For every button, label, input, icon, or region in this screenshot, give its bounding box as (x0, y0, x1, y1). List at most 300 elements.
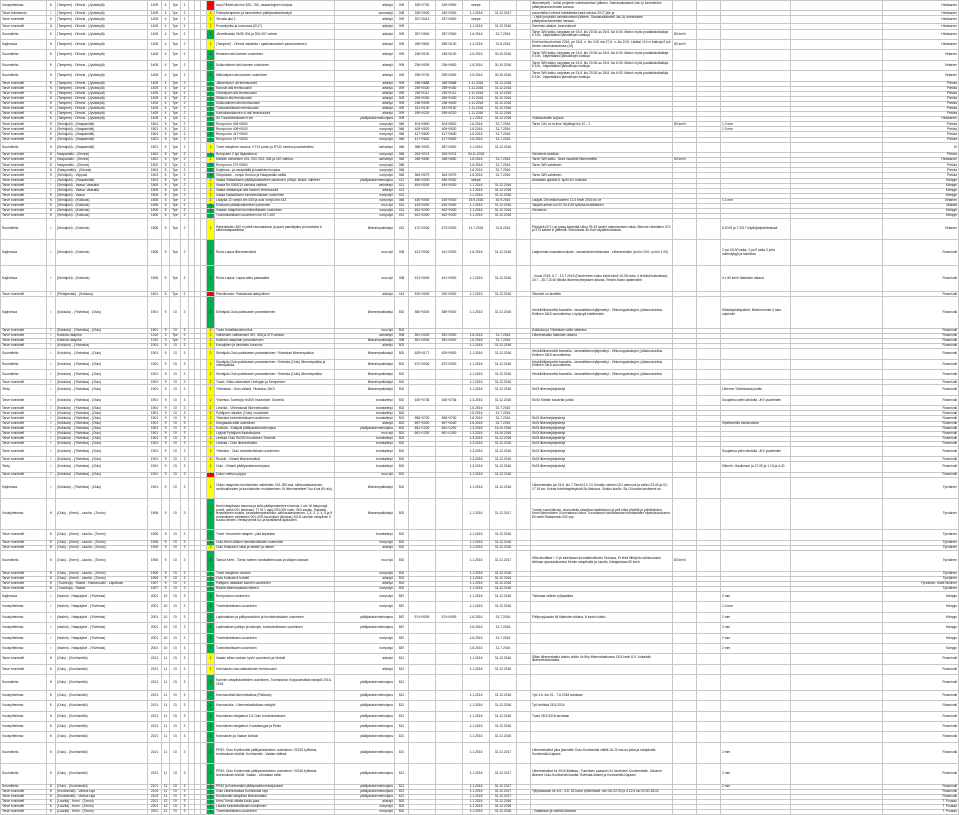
cell-f: Ol (170, 794, 181, 799)
cell-n: 587 (395, 602, 409, 612)
cell-v (697, 498, 721, 529)
cell-t: Liikennekatko tilateiden aikana (531, 333, 673, 338)
table-row (1, 721, 959, 731)
cell-c: (Laurila) - Kemi - (Tornio) (56, 799, 148, 804)
cell-d: 2101 (148, 690, 162, 700)
cell-t: Lisäykt 10h leikkihuoteen 13.4 km/h 2016 ks 0e (531, 198, 673, 203)
cell-l: Kemi ratapihaan tasonsa ja siitä pääliysrakenteen kamua 1 ole 16 kaupungit purell, vaihs 001 lahetaan, T7 Kt 1 ajaa 003-005 nuen, 064 sisuttu. Rataista teraviisiteen suistta, turvalaiteetyteanhilla, sähkoratasaneuen, 1,5, 2, 3, 4, 5 ja 9 tunnisteiden vaihteiden 001-005 muutokset (kiiratus) 2016 Laurilan ratapihan 3 kuuluu teiden. Herkkyvymia tuo ja tavallisesti ajatuuden. (215, 498, 335, 529)
cell-l: Sulkuvalimen alsi kannen uusiminen (215, 60, 335, 70)
cell-l: Oulu Liikenneaikaa Kontiomäki raja (215, 789, 335, 794)
cell-r: 31.12.2016 (490, 297, 517, 328)
cell-x (791, 60, 883, 70)
cell-l: Rumpu km 272+0850 (215, 163, 335, 168)
cell-e: 9 (162, 426, 170, 431)
cell-a: Tarve tunnisteit (1, 789, 47, 794)
cell-e: 5 (162, 168, 170, 173)
cell-a: Tarve tunnisteit (1, 530, 47, 540)
cell-x (791, 385, 883, 395)
cell-t: - Vuosi 2015: 6.7 - 19.7.2015 (Harvinneen koiko sekä toimii 16-06 mais- il tehdisä katumissa) 20.7 - 26.7.2015 tilitolla liikenneyhteyksien aikana, Reseri-Kaino ajateiimille. (531, 266, 673, 292)
cell-o: 388+0000 (409, 142, 436, 152)
cell-c: (Oulu) - (Kontiomäki) (56, 742, 148, 763)
cell-c: (Oulu) - (Kontiomäki) (56, 784, 148, 789)
cell-f: Ol (170, 789, 181, 794)
cell-n: 521 (395, 664, 409, 674)
cell-a: Suunniteltu (1, 60, 47, 70)
cell-t: - Liekki projektin valmistumisen jälkeen. Samanaikaisesti Jak.Jy tunneleiden pläälystrancentelden kanssa (531, 16, 673, 24)
cell-d: 1405 (148, 81, 162, 86)
cell-d: 1405 (148, 86, 162, 91)
cell-l: Kannusvirta - Liikennekatkoilaan ratatyöt (215, 701, 335, 711)
cell-g: 2 (181, 60, 189, 70)
cell-y: Rosenvall (883, 675, 959, 691)
cell-b: I (47, 592, 56, 602)
cell-c: (Kokkola) - (Ylivieska) - (Oulu) (56, 416, 148, 421)
cell-r: 31.12.2017 (490, 11, 517, 16)
cell-p: 248+0100 (436, 50, 463, 60)
priority-cell: 2 (207, 416, 215, 421)
table-row (1, 654, 959, 664)
cell-e: 5 (162, 142, 170, 152)
cell-e: 5 (162, 203, 170, 208)
cell-m: aitariyö (335, 24, 395, 29)
table-row (1, 71, 959, 81)
cell-q: 1.1.2016 (463, 209, 490, 214)
cell-p (436, 462, 463, 472)
cell-q: 1.1.2016 (463, 530, 490, 540)
cell-m: aitariyö (335, 81, 395, 86)
cell-y: Rosenvall (883, 339, 959, 344)
cell-c: (Oulu) - (Kemi) - Laurila - (Tornio) (56, 576, 148, 581)
cell-f: Ol (170, 592, 181, 602)
cell-b: K (47, 29, 56, 39)
cell-e: 11 (162, 701, 170, 711)
cell-y: Rosenvall (883, 462, 959, 472)
cell-r: 31.12.2016 (490, 436, 517, 441)
cell-t: SkOl liikennejärjestelyt (531, 457, 673, 462)
cell-y: Kämppi (883, 633, 959, 643)
cell-t: Yksitasoiselle korjaus (531, 117, 673, 122)
cell-d: 1601 (148, 292, 162, 297)
cell-s (517, 462, 531, 472)
cell-s (517, 50, 531, 60)
cell-l: Rumpu km 417+0600 (215, 132, 335, 137)
cell-y: T. Pousau (883, 804, 959, 809)
cell-q: 1.1.2016 (463, 794, 490, 799)
cell-a: Tarve tunnisteit (1, 472, 47, 477)
cell-q: 1.1.2016 (463, 664, 490, 674)
cell-t: Emit tuelta priorimio 2016. pe 26.8. n. klo 2:00 ma 27.6. n. klo 2:00. Lisäksi 10 h:n katkoja 6 työ ärmen ratomuutasiossa (10) (531, 39, 673, 49)
cell-f: Tpe (170, 142, 181, 152)
cell-e: 4 (162, 1, 170, 11)
cell-g: 2 (181, 333, 189, 338)
cell-g: 2 (181, 209, 189, 214)
cell-q: 1.11.2016 (463, 112, 490, 117)
cell-a: Tarve tunnisteit (1, 794, 47, 799)
cell-e: 10 (162, 623, 170, 633)
cell-w: 1.0 mm (721, 127, 791, 132)
cell-f: Tpe (170, 240, 181, 266)
cell-e: 4 (162, 91, 170, 96)
cell-c: (Kokkola) - (Ylivieska) - (Oulu) (56, 457, 148, 462)
cell-y: Rosenvall (883, 380, 959, 385)
cell-t: Kokkolan ja Ylivieskan valiin rakentuu (531, 328, 673, 333)
cell-b: I (47, 472, 56, 477)
cell-f: Ol (170, 406, 181, 411)
cell-m: vaihdetyö (335, 142, 395, 152)
cell-q: 1.1.2016 (463, 789, 490, 794)
cell-c: (Kokkola) - (Ylivieska) - (Oulu) (56, 369, 148, 379)
cell-c: (Pihlajamäki) - (Kokkola) (56, 292, 148, 297)
cell-a: Tarve tunnisteit (1, 86, 47, 91)
cell-b: K (47, 576, 56, 581)
cell-y: Rosenvall (883, 457, 959, 462)
cell-w (721, 675, 791, 691)
cell-m: aitariyö (335, 91, 395, 96)
cell-c: (Seinäjoki) - (Haapamäki) (56, 127, 148, 132)
cell-a: Suunniteltu (1, 50, 47, 60)
cell-d: 1506 (148, 214, 162, 219)
cell-f: Tpe (170, 168, 181, 173)
cell-c: (Tampere) - Orivesi - (Jyväskylä) (56, 96, 148, 101)
cell-y: Pietola (883, 86, 959, 91)
cell-y: Rosenvall (883, 654, 959, 664)
cell-p: 265+0430 (436, 96, 463, 101)
cell-a: Suunniteltu (1, 29, 47, 39)
cell-y: Kämppi (883, 193, 959, 198)
cell-q: 1.1.2016 (463, 592, 490, 602)
cell-c: (Kokkola) - (Ylivieska) - (Oulu) (56, 406, 148, 411)
cell-d: 1405 (148, 117, 162, 122)
cell-q: 1.5.2016 (463, 71, 490, 81)
cell-d: 2101 (148, 763, 162, 784)
cell-f: Tpe (170, 29, 181, 39)
cell-e: 4 (162, 96, 170, 101)
cell-c: (Oulu) - (Kontiomäki) (56, 763, 148, 784)
cell-r: 31.12.2016 (490, 107, 517, 112)
cell-d: 1503 (148, 178, 162, 183)
cell-l: Lapinalaisen ja pälkynvaihdon ja tunnisteoliskaen uusiminen (215, 612, 335, 622)
cell-y: Ei (883, 142, 959, 152)
cell-n: 502 (395, 530, 409, 540)
cell-b: K (47, 198, 56, 203)
cell-d: 1502 (148, 163, 162, 168)
cell-p: 473+0000 (436, 219, 463, 240)
cell-r: 31.12.2017 (490, 742, 517, 763)
cell-m: liikennepaikkatyö (335, 297, 395, 328)
cell-n: 587 (395, 623, 409, 633)
cell-p: 404+0800 (436, 122, 463, 127)
cell-d: 1901 (148, 416, 162, 421)
cell-n: 431 (395, 209, 409, 214)
cell-v (697, 240, 721, 266)
cell-f: Tpe (170, 112, 181, 117)
cell-d: 1405 (148, 91, 162, 96)
cell-n: 413 (395, 292, 409, 297)
cell-q: 1.6.2016 (463, 122, 490, 127)
cell-b: K (47, 794, 56, 799)
cell-p (436, 742, 463, 763)
cell-y: Pietola (883, 173, 959, 178)
cell-p: 189+0220 (436, 112, 463, 117)
cell-y: Rosenvall (883, 426, 959, 431)
priority-cell: 3 (207, 612, 215, 622)
cell-c: (Seinäjoki) - (Kokkola) (56, 214, 148, 219)
cell-x (791, 369, 883, 379)
cell-n: 009 (395, 101, 409, 106)
cell-c: (Tampere) - Orivesi - (Jyväskylä) (56, 60, 148, 70)
cell-b: I (47, 395, 56, 405)
cell-e: 9 (162, 472, 170, 477)
cell-f: Tpe (170, 333, 181, 338)
cell-c: (Seinäjoki) - (Haapamäki) (56, 137, 148, 142)
cell-s (517, 142, 531, 152)
cell-b: K (47, 163, 56, 168)
cell-f: Tpe (170, 193, 181, 198)
cell-f: Ol (170, 385, 181, 395)
cell-r: 31.12.2016 (490, 266, 517, 292)
cell-u (673, 711, 697, 721)
table-row (1, 602, 959, 612)
cell-y: Tyrväinen (883, 550, 959, 571)
cell-y: Mäkelä (883, 203, 959, 208)
cell-n: 066 (395, 137, 409, 142)
cell-c: (Tuomioja) - Raahe (56, 587, 148, 592)
cell-f: Tpe (170, 71, 181, 81)
cell-s (517, 721, 531, 731)
cell-n: 502 (395, 799, 409, 804)
cell-e: 9 (162, 369, 170, 379)
cell-c: (Kokkola) - (Ylivieska) (56, 344, 148, 349)
cell-a: Tarve tunnisteit (1, 333, 47, 338)
cell-r: 31.12.2016 (490, 86, 517, 91)
cell-v (697, 29, 721, 39)
cell-l: Tunni turvallisuusmuutos (215, 328, 335, 333)
priority-cell: 3 (207, 711, 215, 721)
cell-s (517, 71, 531, 81)
cell-o: 461+0300 (409, 209, 436, 214)
cell-m: pääliysrakennekorjaus (335, 426, 395, 431)
cell-f: Tpe (170, 16, 181, 24)
table-row (1, 742, 959, 763)
cell-r: 31.12.2017 (490, 550, 517, 571)
cell-c: Haapamäki - (Orivesi) (56, 163, 148, 168)
cell-l: Tunnisteoliskaen uusiminen (215, 644, 335, 654)
cell-y: Pietola (883, 112, 959, 117)
cell-r: 31.12.2016 (490, 193, 517, 198)
priority-cell: 2 (207, 441, 215, 446)
cell-f: Tpe (170, 188, 181, 193)
cell-d: 1901 (148, 477, 162, 498)
cell-n: 502 (395, 447, 409, 457)
cell-l: Kontiomäki ratapihan liikennekatko (215, 794, 335, 799)
cell-d: 1501 (148, 122, 162, 127)
cell-m: aitariyö (335, 96, 395, 101)
cell-f: Tpe (170, 39, 181, 49)
cell-v (697, 447, 721, 457)
cell-m: vaihdetyö (335, 333, 395, 338)
cell-l: Mäntän vaihteiden 001, 003, 004, 006 ja 010 vaihtoa (215, 158, 335, 163)
cell-d: 2101 (148, 654, 162, 664)
cell-m: pääliysrakennekorjaus (335, 794, 395, 799)
priority-cell: 3 (207, 721, 215, 731)
cell-q: 1.1.2016 (463, 183, 490, 188)
cell-v (697, 349, 721, 359)
cell-a: Tarve tunnisteit (1, 168, 47, 173)
cell-d: 1405 (148, 107, 162, 112)
cell-f: Tpe (170, 203, 181, 208)
cell-v (697, 711, 721, 721)
cell-e: 5 (162, 240, 170, 266)
cell-x (791, 623, 883, 633)
cell-c: (Seinäjoki) - (Haapamäki) (56, 132, 148, 137)
cell-c: Haapamäki - (Orivesi) (56, 153, 148, 158)
cell-m: rumpuiyö (335, 173, 395, 178)
cell-q: 1.6.2016 (463, 339, 490, 344)
cell-g: 3 (181, 810, 189, 815)
cell-r: 31.12.2016 (490, 214, 517, 219)
cell-g: 2 (181, 193, 189, 198)
cell-f: Ol (170, 380, 181, 385)
cell-n: 521 (395, 789, 409, 794)
cell-q: sinnye (463, 1, 490, 11)
cell-b: I (47, 421, 56, 426)
cell-p: 259+0430 (436, 86, 463, 91)
cell-g: 2 (181, 240, 189, 266)
cell-l: Tunni: Keunontin ratapihi - pää kirjakeita (215, 530, 335, 540)
cell-v (697, 1, 721, 11)
cell-b: K (47, 16, 56, 24)
cell-q: 1.6.2016 (463, 173, 490, 178)
cell-y: Rosenvall (883, 664, 959, 674)
cell-o (409, 602, 436, 612)
cell-a: Tarve tunnisteit (1, 117, 47, 122)
cell-n: 521 (395, 732, 409, 742)
cell-y: Pietola (883, 81, 959, 86)
cell-o (409, 550, 436, 571)
cell-w: 2 pv/-00:00 taika, 2 pv/2 taika 3 joka miehutytyjä ja lokellisia (721, 240, 791, 266)
cell-y: Kämppi (883, 602, 959, 612)
cell-y: Kämppi (883, 623, 959, 633)
cell-w: 2 mm (721, 644, 791, 654)
cell-a: Vuosiyhteimsa (1, 732, 47, 742)
cell-c: (Kokkola) - (Ylivieska) - (Oulu) (56, 462, 148, 472)
cell-b: K (47, 654, 56, 664)
cell-y: Heiskanen (883, 158, 959, 163)
cell-o: 181+0100 (409, 107, 436, 112)
cell-c: (Kokkola) - (Ylivieska) - (Oulu) (56, 380, 148, 385)
cell-r: 31.12.2017 (490, 789, 517, 794)
cell-m: aitariyö (335, 799, 395, 804)
cell-p: 337+0500 (436, 16, 463, 24)
cell-r: 31.12.2016 (490, 654, 517, 664)
cell-b: I (47, 292, 56, 297)
table-row (1, 644, 959, 654)
cell-g: 3 (181, 416, 189, 421)
table-row (1, 477, 959, 498)
cell-b: I (47, 612, 56, 622)
cell-r: 31.7.2016 (490, 339, 517, 344)
cell-u: 80 km/h (673, 29, 697, 39)
cell-o: 285+0600 (409, 39, 436, 49)
cell-o: 480+0000 (409, 178, 436, 183)
cell-f: Ol (170, 690, 181, 700)
cell-q: 1.6.2016 (463, 127, 490, 132)
cell-e: 11 (162, 732, 170, 742)
cell-n: 066 (395, 173, 409, 178)
cell-u (673, 50, 697, 60)
cell-a: Tarve tunnisteit (1, 436, 47, 441)
priority-cell: 2 (207, 183, 215, 188)
cell-l: Kemi Tornio sillalla kuulu joaa (215, 799, 335, 804)
cell-l: Limiska Oulu Sn200 muutokset. Soxeniä (215, 436, 335, 441)
cell-e: 3 (162, 339, 170, 344)
cell-r: 31.12.2016 (490, 457, 517, 462)
cell-f: Tpe (170, 60, 181, 70)
cell-g: 2 (181, 203, 189, 208)
priority-cell: 2 (207, 359, 215, 369)
cell-c: (Kontiomäki) - Vartius raja (56, 789, 148, 794)
cell-t: Pälkynyykautin ti4 tilateiden aikana, 6 tunnin katko (531, 612, 673, 622)
cell-d: 2103 (148, 794, 162, 799)
cell-c: (Seinäjoki) - Vilppula (56, 173, 148, 178)
cell-f: Ol (170, 462, 181, 472)
cell-g: 2 (181, 198, 189, 203)
priority-cell: 2 (207, 369, 215, 379)
cell-u (673, 742, 697, 763)
cell-f: Tpe (170, 266, 181, 292)
cell-b: K (47, 581, 56, 586)
cell-u (673, 447, 697, 457)
priority-cell: 3 (207, 163, 215, 168)
cell-n: 431 (395, 214, 409, 219)
cell-f: Ol (170, 784, 181, 789)
cell-p (436, 447, 463, 457)
cell-y: Rosenvall (883, 789, 959, 794)
cell-l: Oulun ratapihan tunnisteiden vaihteiden 001-352:ssa, sähkoratasaneuen, verkkoaiheiden ja tunnisteiden muuttaminen; Kt liikennetaiteet Tuu Koni (Kt alo). (215, 477, 335, 498)
cell-n: 066 (395, 132, 409, 137)
cell-q: 1.3.2016 (463, 447, 490, 457)
priority-cell: 3 (207, 784, 215, 789)
cell-g: 3 (181, 742, 189, 763)
cell-b: K (47, 701, 56, 711)
cell-o: 263+0374 (409, 153, 436, 158)
cell-y: Rosenvall (883, 416, 959, 421)
table-row (1, 447, 959, 457)
cell-d: 2001 (148, 633, 162, 643)
cell-a: Vuosiyhteimsa (1, 612, 47, 622)
cell-g: 3 (181, 804, 189, 809)
cell-g: 3 (181, 477, 189, 498)
cell-m: aitariyö (335, 344, 395, 349)
cell-f: Ol (170, 810, 181, 815)
priority-cell: 3 (207, 214, 215, 219)
cell-n: 066 (395, 163, 409, 168)
cell-r: 31.12.2016 (490, 799, 517, 804)
cell-v (697, 71, 721, 81)
cell-r (490, 1, 517, 11)
cell-y: Rosenvall (883, 349, 959, 359)
priority-cell: 2 (207, 16, 215, 24)
cell-b: K (47, 214, 56, 219)
cell-t: SkOl liikennejärjestelyt (531, 462, 673, 472)
cell-v (697, 369, 721, 379)
cell-d: 1502 (148, 168, 162, 173)
cell-l: Sn Tunnisteoliskaen ll km (215, 117, 335, 122)
cell-m: aitariyö (335, 188, 395, 193)
cell-c: (Kontiomäki) - Vartius raja (56, 794, 148, 799)
cell-m: pääliysrakennekorjaus (335, 784, 395, 789)
cell-l: Vaasa Sn 006/014 vaihdos vaihtaa (215, 183, 335, 188)
